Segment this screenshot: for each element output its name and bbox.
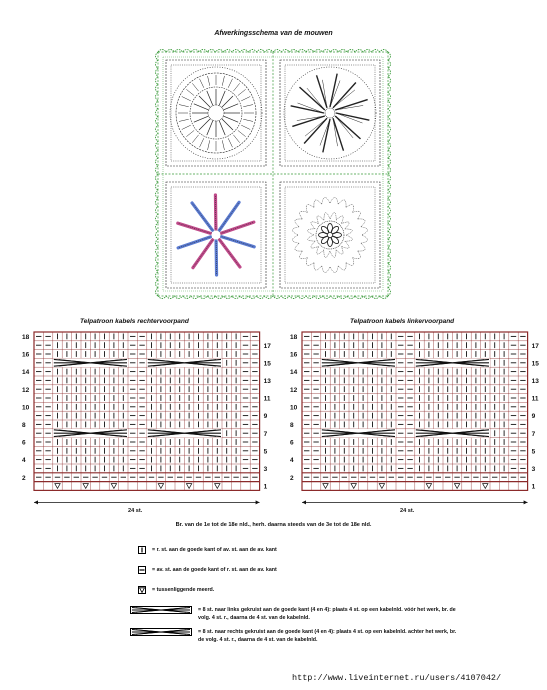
motif-ray bbox=[199, 119, 210, 130]
increase-icon bbox=[138, 586, 146, 594]
lace-loop bbox=[324, 213, 330, 221]
motif-frame-inner bbox=[285, 187, 375, 283]
lace-loop bbox=[317, 216, 324, 224]
lace-loop bbox=[330, 250, 336, 258]
lace-loop bbox=[345, 235, 353, 241]
row-number-right: 5 bbox=[263, 448, 268, 456]
row-number-left: 18 bbox=[290, 334, 298, 342]
lace-loop bbox=[322, 197, 330, 204]
motif-ray bbox=[223, 104, 238, 110]
row-number-right: 17 bbox=[531, 342, 539, 350]
lace-loop bbox=[341, 241, 349, 248]
flower-petal bbox=[328, 238, 333, 247]
cable-chart-left-front bbox=[288, 326, 547, 520]
row-number-left: 18 bbox=[22, 334, 30, 342]
motif-ring bbox=[208, 105, 224, 121]
row-number-left: 2 bbox=[290, 474, 294, 482]
flower-petal bbox=[333, 233, 342, 238]
motif-ray bbox=[186, 89, 194, 95]
row-number-right: 7 bbox=[531, 430, 536, 438]
motif-ray bbox=[222, 140, 224, 150]
purl-stitch-icon bbox=[138, 566, 146, 574]
star-arm bbox=[292, 116, 324, 126]
row-number-right: 9 bbox=[263, 413, 268, 421]
motif-ray bbox=[241, 97, 250, 101]
row-number-left: 6 bbox=[290, 439, 294, 447]
lace-loop bbox=[314, 200, 322, 207]
lace-loop bbox=[311, 241, 319, 248]
row-number-left: 12 bbox=[290, 386, 298, 394]
lace-loop bbox=[361, 227, 368, 235]
scallop-edge bbox=[388, 52, 391, 296]
colored-star-stitch bbox=[192, 203, 212, 230]
lace-loop bbox=[311, 222, 319, 229]
motif-frame bbox=[280, 60, 380, 166]
cable-chart-right-front bbox=[20, 326, 280, 520]
flower-petal bbox=[328, 224, 333, 233]
row-number-right: 11 bbox=[531, 395, 539, 403]
repeat-note: Br. van de 1e tot de 18e nld., herh. daarna steeds van de 3e tot de 18e nld. bbox=[175, 522, 372, 528]
motif-ray bbox=[200, 138, 204, 147]
motif-ray bbox=[241, 125, 250, 129]
row-number-right: 17 bbox=[263, 342, 271, 350]
row-number-left: 8 bbox=[290, 422, 294, 430]
page-title: Afwerkingsschema van de mouwen bbox=[214, 30, 333, 37]
row-number-right: 13 bbox=[531, 378, 539, 386]
lace-loop bbox=[346, 205, 354, 213]
lace-loop bbox=[336, 216, 343, 224]
left-cable-icon bbox=[130, 606, 192, 614]
lace-loop bbox=[324, 250, 330, 258]
lace-loop bbox=[308, 235, 316, 241]
scallop-edge bbox=[156, 52, 159, 296]
legend-item-increase: = tussenliggende meerd. bbox=[130, 584, 460, 596]
motif-ray bbox=[243, 119, 253, 121]
lace-loop bbox=[338, 200, 346, 207]
motif-ray bbox=[219, 91, 225, 106]
motif-ray bbox=[219, 120, 225, 135]
row-number-right: 15 bbox=[531, 360, 539, 368]
motif-ray bbox=[207, 120, 213, 135]
lace-loop bbox=[292, 235, 299, 243]
motif-ray bbox=[223, 116, 238, 122]
lace-loop bbox=[330, 197, 338, 204]
chart-width-label-left: 24 st. bbox=[400, 508, 415, 514]
row-number-right: 3 bbox=[263, 466, 268, 474]
lace-loop bbox=[306, 258, 314, 266]
row-number-left: 10 bbox=[22, 404, 30, 412]
row-number-left: 10 bbox=[290, 404, 298, 412]
row-number-left: 4 bbox=[22, 457, 26, 465]
flower-petal bbox=[330, 235, 340, 245]
right-cable-icon bbox=[130, 628, 192, 636]
scallop-edge bbox=[158, 50, 388, 53]
row-number-right: 7 bbox=[263, 430, 268, 438]
lace-loop bbox=[300, 211, 308, 219]
row-number-left: 16 bbox=[290, 351, 298, 359]
star-arm bbox=[317, 75, 327, 107]
legend-item-knit: = r. st. aan de goede kant of av. st. aan de av. kant bbox=[130, 544, 460, 556]
row-number-right: 1 bbox=[263, 483, 268, 491]
motif-ray bbox=[179, 119, 189, 121]
row-number-left: 12 bbox=[22, 386, 30, 394]
flower-petal bbox=[330, 225, 340, 235]
lace-loop bbox=[353, 251, 361, 259]
motif-ray bbox=[222, 96, 233, 107]
lace-loop bbox=[358, 243, 365, 251]
motif-ray bbox=[238, 130, 246, 136]
motif-frame bbox=[280, 182, 380, 288]
lace-loop bbox=[314, 263, 322, 270]
lace-loop bbox=[336, 246, 343, 254]
crochet-motif-diagram bbox=[150, 46, 396, 302]
lace-loop bbox=[346, 258, 354, 266]
motif-ray bbox=[194, 104, 209, 110]
lace-loop bbox=[322, 266, 330, 273]
row-number-left: 8 bbox=[22, 422, 26, 430]
motif-ray bbox=[199, 96, 210, 107]
chart-title-left-front: Telpatroon kabels linkervoorpand bbox=[350, 318, 455, 325]
motif-ray bbox=[228, 79, 232, 88]
motif-ray bbox=[192, 135, 198, 143]
green-border bbox=[156, 50, 391, 299]
lace-loop bbox=[308, 229, 316, 235]
lace-loop bbox=[341, 222, 349, 229]
lace-loop bbox=[361, 235, 368, 243]
motif-ray bbox=[194, 116, 209, 122]
flower-petal bbox=[320, 235, 330, 245]
legend-item-left-cable: = 8 st. naar links gekruist aan de goede kant (4 en 4): plaats 4 st. op een kabelnld. vóór het werk, br. de volg. 4 st. r., daarna de 4 st. van de kabelnld. bbox=[130, 606, 460, 622]
row-number-right: 15 bbox=[263, 360, 271, 368]
knit-stitch-icon bbox=[138, 546, 146, 554]
motif-ray bbox=[228, 138, 232, 147]
motif-ray bbox=[233, 83, 239, 91]
legend bbox=[130, 544, 460, 644]
row-number-left: 4 bbox=[290, 457, 294, 465]
motif-ray bbox=[179, 105, 189, 107]
flower-petal bbox=[320, 225, 330, 235]
star-arm bbox=[335, 100, 367, 110]
motif-ray bbox=[208, 76, 210, 86]
row-number-left: 6 bbox=[22, 439, 26, 447]
lace-loop bbox=[295, 219, 302, 227]
lace-loop bbox=[353, 211, 361, 219]
motif-ray bbox=[192, 83, 198, 91]
motif-ray bbox=[182, 97, 191, 101]
row-number-left: 2 bbox=[22, 474, 26, 482]
lace-loop bbox=[306, 205, 314, 213]
motif-ray bbox=[222, 119, 233, 130]
flower-petal bbox=[319, 233, 328, 238]
lace-loop bbox=[295, 243, 302, 251]
lace-loop bbox=[358, 219, 365, 227]
motif-ray bbox=[238, 89, 246, 95]
row-number-left: 14 bbox=[22, 369, 30, 377]
motif-ray bbox=[233, 135, 239, 143]
lace-loop bbox=[330, 266, 338, 273]
lace-loop bbox=[300, 251, 308, 259]
chart-title-right-front: Telpatroon kabels rechtervoorpand bbox=[80, 318, 189, 325]
row-number-right: 9 bbox=[531, 413, 536, 421]
motif-ray bbox=[222, 76, 224, 86]
chart-width-label-right: 24 st. bbox=[128, 508, 143, 514]
motif-ring bbox=[316, 221, 344, 249]
motif-ray bbox=[200, 79, 204, 88]
row-number-right: 1 bbox=[531, 483, 536, 491]
motif-ray bbox=[182, 125, 191, 129]
motif-ring bbox=[325, 108, 335, 118]
motif-ray bbox=[208, 140, 210, 150]
motif-ring bbox=[284, 67, 376, 159]
motif-ray bbox=[186, 130, 194, 136]
lace-loop bbox=[317, 246, 324, 254]
star-arm bbox=[333, 118, 343, 150]
lace-loop bbox=[338, 263, 346, 270]
row-number-right: 13 bbox=[263, 378, 271, 386]
row-number-right: 5 bbox=[531, 448, 536, 456]
motif-ray bbox=[207, 91, 213, 106]
lace-loop bbox=[330, 213, 336, 221]
legend-item-purl: = av. st. aan de goede kant of r. st. aan de av. kant bbox=[130, 564, 460, 576]
row-number-left: 16 bbox=[22, 351, 30, 359]
scallop-edge bbox=[158, 296, 388, 299]
row-number-right: 3 bbox=[531, 466, 536, 474]
row-number-right: 11 bbox=[263, 395, 271, 403]
watermark-url: http://www.liveinternet.ru/users/4107042/ bbox=[292, 673, 502, 683]
legend-item-right-cable: = 8 st. naar rechts gekruist aan de goede kant (4 en 4): plaats 4 st. op een kabelnld. achter het werk, br. de volg. 4 st. r., daarna de 4 st. van de kabelnld. bbox=[130, 628, 460, 644]
motif-ray bbox=[243, 105, 253, 107]
lace-loop bbox=[345, 229, 353, 235]
lace-loop bbox=[292, 227, 299, 235]
row-number-left: 14 bbox=[290, 369, 298, 377]
